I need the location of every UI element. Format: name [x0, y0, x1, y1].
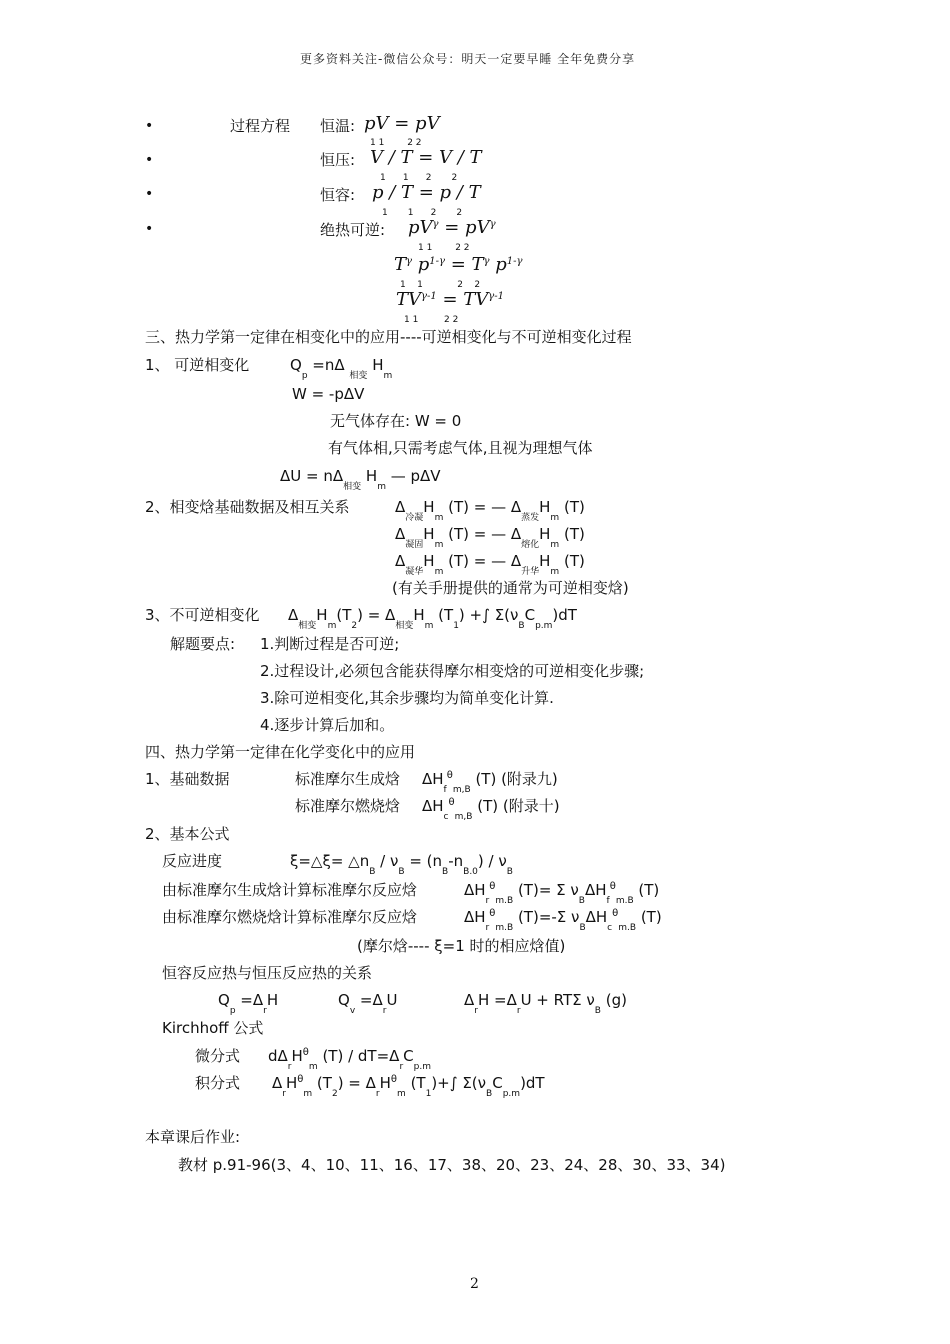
- page-header: 更多资料关注-微信公众号：明天一定要早睡 全年免费分享: [300, 52, 636, 66]
- bullet: •: [145, 186, 154, 202]
- formula-reaction-formation: $\Delta H_r^\theta_{m.B}$ (T)= Σ $\nu_B\Delta H_f^\theta_{m.B}$ (T): [464, 881, 660, 906]
- section-4-title: 四、热力学第一定律在化学变化中的应用: [145, 743, 416, 761]
- appendix-10: (T) (附录十): [477, 797, 560, 815]
- subscripts: 1 1 2 2: [370, 138, 422, 148]
- no-gas-note: 无气体存在: W = 0: [330, 412, 462, 430]
- page-number: 2: [470, 1276, 479, 1292]
- from-formation-label: 由标准摩尔生成焓计算标准摩尔反应焓: [162, 881, 418, 899]
- bullet: •: [145, 118, 154, 134]
- isothermal-label: 恒温:: [320, 117, 356, 135]
- formula-qp: $Q_p =\Delta_rH$: [218, 991, 279, 1016]
- formula-q: $Q_p =n\Delta$ $_{相变}$ $H_m$: [290, 356, 393, 381]
- subscripts: 1 1 2 2: [418, 243, 470, 253]
- key-point-4: 4.逐步计算后加和。: [260, 716, 395, 734]
- subscripts: 1 1 2 2: [380, 173, 458, 183]
- du-prefix: ΔU = nΔ: [280, 467, 344, 485]
- integral-label: 积分式: [195, 1074, 241, 1092]
- molar-note: (摩尔焓---- ξ=1 时的相应焓值): [357, 937, 566, 955]
- formula-h-u: $\Delta_rH =\Delta_rU + RT\Sigma$ $\nu_B$ (g): [464, 991, 627, 1016]
- extent-label: 反应进度: [162, 852, 223, 870]
- formula-formation: $\Delta H_f^\theta_{m,B}$ (T) (附录九): [422, 770, 558, 795]
- isothermal-formula: pV = pV: [364, 113, 440, 134]
- formula-solidification: $\Delta_{凝固}H_m$ (T) = — $\Delta_{熔化}H_m$ (T): [395, 525, 585, 550]
- isobaric-label: 恒压:: [320, 151, 356, 169]
- qv-qp-label: 恒容反应热与恒压反应热的关系: [162, 964, 373, 982]
- formula-condensation: $\Delta_{冷凝}H_m$ (T) = — $\Delta_{蒸发}H_m$ (T): [395, 498, 585, 523]
- subscripts: 1 1 2 2: [404, 315, 459, 325]
- section-3-item-1: 1、 可逆相变化: [145, 356, 250, 374]
- section-3-item-2: 2、相变焓基础数据及相互关系: [145, 498, 350, 516]
- kirchhoff-label: Kirchhoff 公式: [162, 1019, 264, 1037]
- formula-integral: $\Delta_rH^\theta_m$ $(T_2) = \Delta_rH^\theta_m$ $(T_1)+\int$ $\Sigma(\nu_BC_{p.m})dT$: [272, 1074, 545, 1099]
- homework-text: 教材 p.91-96(3、4、10、11、16、17、38、20、23、24、28、30、33、34): [178, 1156, 726, 1174]
- adiabatic-formula-1: $pV^\gamma = pV^\gamma$: [408, 217, 496, 238]
- isochoric-label: 恒容:: [320, 186, 356, 204]
- bullet: •: [145, 221, 154, 237]
- formula-du: $\Delta U = n\Delta_{相变}$ $H_m$ — pΔV: [280, 467, 441, 492]
- section-3-title: 三、热力学第一定律在相变化中的应用----可逆相变化与不可逆相变化过程: [145, 328, 632, 346]
- process-equation-label: 过程方程: [230, 117, 291, 135]
- subscripts: 1 1 2 2: [382, 208, 463, 218]
- section-4-item-2: 2、基本公式: [145, 825, 230, 843]
- std-combustion-label: 标准摩尔燃烧焓: [295, 797, 401, 815]
- formula-reaction-combustion: $\Delta H_r^\theta_{m.B}$ (T)=-Σ $\nu_B\Delta H_c^\theta_{m.B}$ (T): [464, 908, 662, 933]
- formula-deposition: $\Delta_{凝华}H_m$ (T) = — $\Delta_{升华}H_m$ (T): [395, 552, 585, 577]
- formula-combustion: $\Delta H_c^\theta_{m,B}$ (T) (附录十): [422, 797, 560, 822]
- subscripts: 1 1 2 2: [400, 280, 481, 290]
- homework-title: 本章课后作业:: [145, 1128, 241, 1146]
- isobaric-formula: V / T = V / T: [370, 147, 482, 168]
- formula-w: W = -pΔV: [292, 385, 365, 403]
- key-points-label: 解题要点:: [170, 635, 236, 653]
- formula-qv: $Q_v =\Delta_rU$: [338, 991, 398, 1016]
- handbook-note: (有关手册提供的通常为可逆相变焓): [392, 579, 629, 597]
- from-combustion-label: 由标准摩尔燃烧焓计算标准摩尔反应焓: [162, 908, 418, 926]
- adiabatic-formula-3: $TV^{\gamma-1} = TV^{\gamma-1}$: [396, 289, 504, 310]
- with-gas-note: 有气体相,只需考虑气体,且视为理想气体: [328, 439, 593, 457]
- formula-extent: ξ=△ξ= $\triangle n_B / \nu_B = (n_B-n_{B.0}) / \nu_B$: [290, 852, 513, 877]
- adiabatic-formula-2: $T^\gamma$ $p^{1-\gamma} = T^\gamma$ $p^{1-\gamma}$: [394, 254, 523, 275]
- key-point-3: 3.除可逆相变化,其余步骤均为简单变化计算.: [260, 689, 554, 707]
- appendix-9: (T) (附录九): [475, 770, 558, 788]
- differential-label: 微分式: [195, 1047, 241, 1065]
- formula-differential: $d\Delta_rH^\theta_m$ $(T) / dT=\Delta_rC_{p.m}$: [268, 1047, 431, 1072]
- section-4-item-1: 1、基础数据: [145, 770, 230, 788]
- formula-irreversible: $\Delta_{相变}H_m(T_2) = \Delta_{相变}H_m$ $(T_1)$ +∫ $\Sigma(\nu_BC_{p.m})dT$: [288, 606, 577, 631]
- bullet: •: [145, 152, 154, 168]
- isochoric-formula: p / T = p / T: [372, 182, 481, 203]
- q-symbol: Q: [290, 356, 302, 374]
- key-point-1: 1.判断过程是否可逆;: [260, 635, 400, 653]
- key-point-2: 2.过程设计,必须包含能获得摩尔相变焓的可逆相变化步骤;: [260, 662, 645, 680]
- std-formation-label: 标准摩尔生成焓: [295, 770, 401, 788]
- section-3-item-3: 3、不可逆相变化: [145, 606, 260, 624]
- adiabatic-label: 绝热可逆:: [320, 221, 386, 239]
